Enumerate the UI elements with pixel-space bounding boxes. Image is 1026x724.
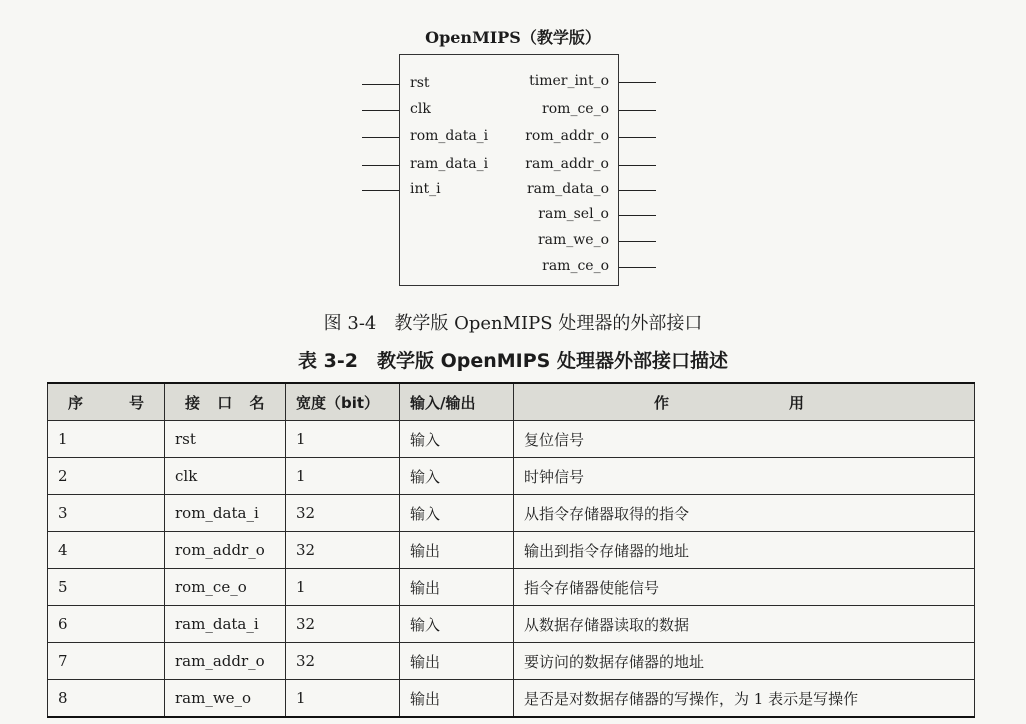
cell-direction: 输出 xyxy=(400,532,514,569)
output-port-label: ram_we_o xyxy=(537,232,609,248)
output-wire xyxy=(619,267,656,268)
cell-width: 1 xyxy=(286,680,400,718)
table-caption: 表 3-2 教学版 OpenMIPS 处理器外部接口描述 xyxy=(298,350,728,372)
table-row xyxy=(48,606,975,643)
header-index: 序 号 xyxy=(48,383,165,421)
figure-caption: 图 3-4 教学版 OpenMIPS 处理器的外部接口 xyxy=(323,313,703,334)
cell-index: 1 xyxy=(48,421,165,458)
cell-index: 6 xyxy=(48,606,165,643)
input-port-label: rst xyxy=(410,75,430,91)
cell-width: 32 xyxy=(286,643,400,680)
input-wire xyxy=(362,110,399,111)
cell-index: 3 xyxy=(48,495,165,532)
table-row xyxy=(48,569,975,606)
cell-direction: 输入 xyxy=(400,495,514,532)
input-wire xyxy=(362,165,399,166)
cell-width: 32 xyxy=(286,606,400,643)
cell-direction: 输入 xyxy=(400,421,514,458)
output-port-label: rom_ce_o xyxy=(542,101,609,117)
output-wire xyxy=(619,110,656,111)
table-row xyxy=(48,680,975,718)
cell-interface-name: ram_addr_o xyxy=(165,643,286,680)
output-port-label: ram_sel_o xyxy=(538,206,609,222)
table-row xyxy=(48,643,975,680)
cell-function: 时钟信号 xyxy=(514,458,975,495)
input-port-label: rom_data_i xyxy=(410,128,489,144)
input-port-label: int_i xyxy=(410,181,441,197)
cell-direction: 输入 xyxy=(400,606,514,643)
cell-function: 从指令存储器取得的指令 xyxy=(514,495,975,532)
header-width: 宽度（bit） xyxy=(286,383,400,421)
cell-function: 指令存储器使能信号 xyxy=(514,569,975,606)
output-port-label: ram_addr_o xyxy=(525,156,609,172)
output-wire xyxy=(619,241,656,242)
input-port-label: ram_data_i xyxy=(410,156,489,172)
input-wire xyxy=(362,190,399,191)
table-row xyxy=(48,532,975,569)
cell-function: 是否是对数据存储器的写操作，为 1 表示是写操作 xyxy=(514,680,975,718)
input-port-label: clk xyxy=(410,101,431,117)
output-port-label: ram_data_o xyxy=(526,181,609,197)
cell-function: 要访问的数据存储器的地址 xyxy=(514,643,975,680)
cell-direction: 输入 xyxy=(400,458,514,495)
interface-table xyxy=(47,382,975,718)
cell-width: 1 xyxy=(286,458,400,495)
table-header-row xyxy=(48,383,975,421)
input-wire xyxy=(362,84,399,85)
output-wire xyxy=(619,165,656,166)
cell-index: 8 xyxy=(48,680,165,718)
output-wire xyxy=(619,190,656,191)
cell-interface-name: ram_we_o xyxy=(165,680,286,718)
table-body xyxy=(48,421,975,718)
output-port-label: ram_ce_o xyxy=(542,258,609,274)
table-row xyxy=(48,458,975,495)
cell-interface-name: clk xyxy=(165,458,286,495)
cell-width: 32 xyxy=(286,495,400,532)
cell-index: 5 xyxy=(48,569,165,606)
output-port-label: timer_int_o xyxy=(529,73,609,89)
cell-direction: 输出 xyxy=(400,643,514,680)
cell-direction: 输出 xyxy=(400,569,514,606)
cell-index: 2 xyxy=(48,458,165,495)
header-direction: 输入/输出 xyxy=(400,383,514,421)
cell-interface-name: rst xyxy=(165,421,286,458)
cell-interface-name: ram_data_i xyxy=(165,606,286,643)
cell-function: 复位信号 xyxy=(514,421,975,458)
cell-index: 7 xyxy=(48,643,165,680)
input-wire xyxy=(362,137,399,138)
output-wire xyxy=(619,82,656,83)
output-port-label: rom_addr_o xyxy=(525,128,609,144)
output-wire xyxy=(619,137,656,138)
cell-direction: 输出 xyxy=(400,680,514,718)
cell-function: 输出到指令存储器的地址 xyxy=(514,532,975,569)
cell-width: 32 xyxy=(286,532,400,569)
cell-width: 1 xyxy=(286,421,400,458)
cell-interface-name: rom_addr_o xyxy=(165,532,286,569)
table-row xyxy=(48,421,975,458)
table-row xyxy=(48,495,975,532)
cell-width: 1 xyxy=(286,569,400,606)
cell-index: 4 xyxy=(48,532,165,569)
header-interface-name: 接 口 名 xyxy=(165,383,286,421)
diagram-title: OpenMIPS（教学版） xyxy=(425,28,601,47)
cell-function: 从数据存储器读取的数据 xyxy=(514,606,975,643)
cell-interface-name: rom_ce_o xyxy=(165,569,286,606)
cell-interface-name: rom_data_i xyxy=(165,495,286,532)
output-wire xyxy=(619,215,656,216)
header-function: 作 用 xyxy=(514,383,975,421)
